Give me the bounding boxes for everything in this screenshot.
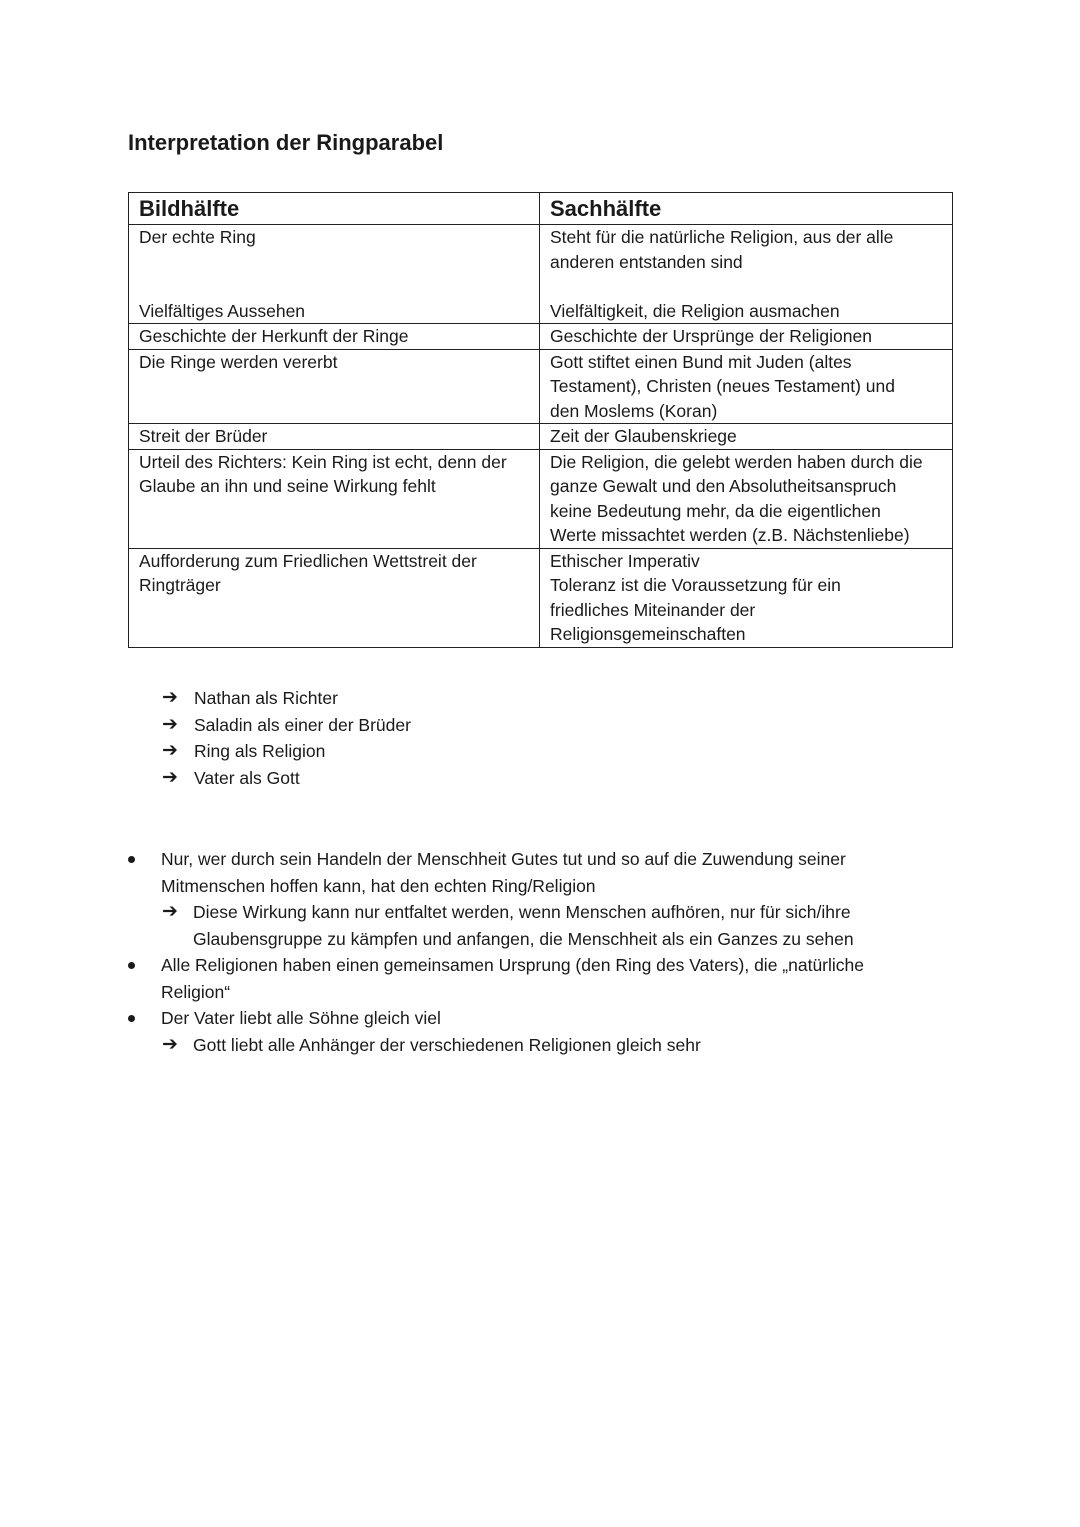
table-cell-bild [129, 548, 540, 647]
table-row [129, 548, 953, 647]
bullet-line: Religion“ [161, 981, 231, 1002]
bullet-line: Der Vater liebt alle Söhne gleich viel [161, 1008, 441, 1028]
table-cell-bild [129, 449, 540, 548]
table-cell-bild [129, 225, 540, 324]
cell-line: Geschichte der Ursprünge der Religionen [550, 326, 872, 346]
arrow-right-icon: ➔ [162, 713, 178, 735]
cell-line: Zeit der Glaubenskriege [550, 426, 737, 446]
table-cell-sach [540, 449, 953, 548]
table-cell-sach [540, 424, 953, 450]
list-item-text: Saladin als einer der Brüder [194, 714, 411, 735]
arrow-right-icon: ➔ [162, 687, 178, 708]
bullet-line: Alle Religionen haben einen gemeinsamen Ursprung (den Ring des Vaters), die „natürliche [161, 955, 864, 975]
table-cell-sach [540, 548, 953, 647]
bullet-icon [128, 856, 135, 863]
list-item-text: Ring als Religion [194, 741, 326, 761]
sub-line: Diese Wirkung kann nur entfaltet werden, wenn Menschen aufhören, nur für sich/ihre [193, 902, 851, 922]
cell-line: anderen entstanden sind [550, 251, 743, 272]
cell-line: ganze Gewalt und den Absolutheitsanspruch [550, 476, 897, 496]
table-row [129, 424, 953, 450]
cell-line: Testament), Christen (neues Testament) und [550, 376, 895, 396]
cell-line: Urteil des Richters: Kein Ring ist echt, denn der [139, 451, 507, 472]
cell-line: Ethischer Imperativ [550, 550, 700, 571]
bullet-item [128, 1005, 948, 1058]
cell-line: Streit der Brüder [139, 426, 268, 446]
header-sachhaelfte: Sachhälfte [540, 193, 953, 225]
list-item-text: Nathan als Richter [194, 688, 338, 708]
table-cell-bild [129, 324, 540, 350]
cell-line: Vielfältiges Aussehen [139, 300, 306, 321]
bullet-icon [128, 962, 135, 969]
header-bildhaelfte: Bildhälfte [129, 193, 540, 225]
cell-line: Ringträger [139, 575, 221, 595]
sub-line: Glaubensgruppe zu kämpfen und anfangen, die Menschheit als ein Ganzes zu sehen [193, 928, 854, 949]
table-cell-sach [540, 225, 953, 324]
cell-line: Die Ringe werden vererbt [139, 351, 338, 372]
cell-line: Aufforderung zum Friedlichen Wettstreit der [139, 550, 477, 571]
cell-line: Die Religion, die gelebt werden haben durch die [550, 451, 923, 472]
list-item [160, 738, 411, 765]
bullet-item [128, 846, 948, 952]
page-title: Interpretation der Ringparabel [128, 130, 444, 155]
cell-line: Steht für die natürliche Religion, aus der alle [550, 227, 894, 247]
parable-table [128, 192, 953, 648]
arrow-list [160, 685, 411, 791]
cell-line: keine Bedeutung mehr, da die eigentlichen [550, 500, 881, 521]
list-item-text: Vater als Gott [194, 767, 300, 788]
bullet-list [128, 846, 948, 1058]
cell-line: Geschichte der Herkunft der Ringe [139, 326, 409, 346]
table-cell-bild [129, 424, 540, 450]
cell-line: Werte missachtet werden (z.B. Nächstenliebe) [550, 525, 910, 545]
table-row [129, 349, 953, 424]
list-item [160, 765, 411, 792]
table-row [129, 324, 953, 350]
cell-line: Der echte Ring [139, 227, 256, 247]
table-row [129, 225, 953, 324]
arrow-right-icon: ➔ [162, 766, 178, 788]
table-cell-bild [129, 349, 540, 424]
bullet-item [128, 952, 948, 1005]
arrow-right-icon: ➔ [162, 901, 178, 922]
cell-line: Vielfältigkeit, die Religion ausmachen [550, 300, 840, 321]
table-cell-sach [540, 349, 953, 424]
sub-item [161, 1032, 948, 1059]
list-item [160, 685, 411, 712]
sub-line: Gott liebt alle Anhänger der verschiedenen Religionen gleich sehr [193, 1034, 701, 1055]
table-header-row [129, 193, 953, 225]
bullet-line: Mitmenschen hoffen kann, hat den echten Ring/Religion [161, 875, 596, 896]
sub-item [161, 899, 948, 952]
cell-line: Gott stiftet einen Bund mit Juden (altes [550, 351, 852, 372]
list-item [160, 712, 411, 739]
cell-line: Glaube an ihn und seine Wirkung fehlt [139, 476, 436, 496]
bullet-icon [128, 1015, 135, 1022]
arrow-right-icon: ➔ [162, 740, 178, 761]
bullet-line: Nur, wer durch sein Handeln der Menschheit Gutes tut und so auf die Zuwendung seiner [161, 849, 846, 869]
arrow-right-icon: ➔ [162, 1033, 178, 1055]
cell-line: den Moslems (Koran) [550, 400, 718, 421]
table-row [129, 449, 953, 548]
cell-line: Toleranz ist die Voraussetzung für ein [550, 575, 841, 595]
cell-line: Religionsgemeinschaften [550, 624, 746, 644]
cell-line: friedliches Miteinander der [550, 599, 756, 620]
table-cell-sach [540, 324, 953, 350]
